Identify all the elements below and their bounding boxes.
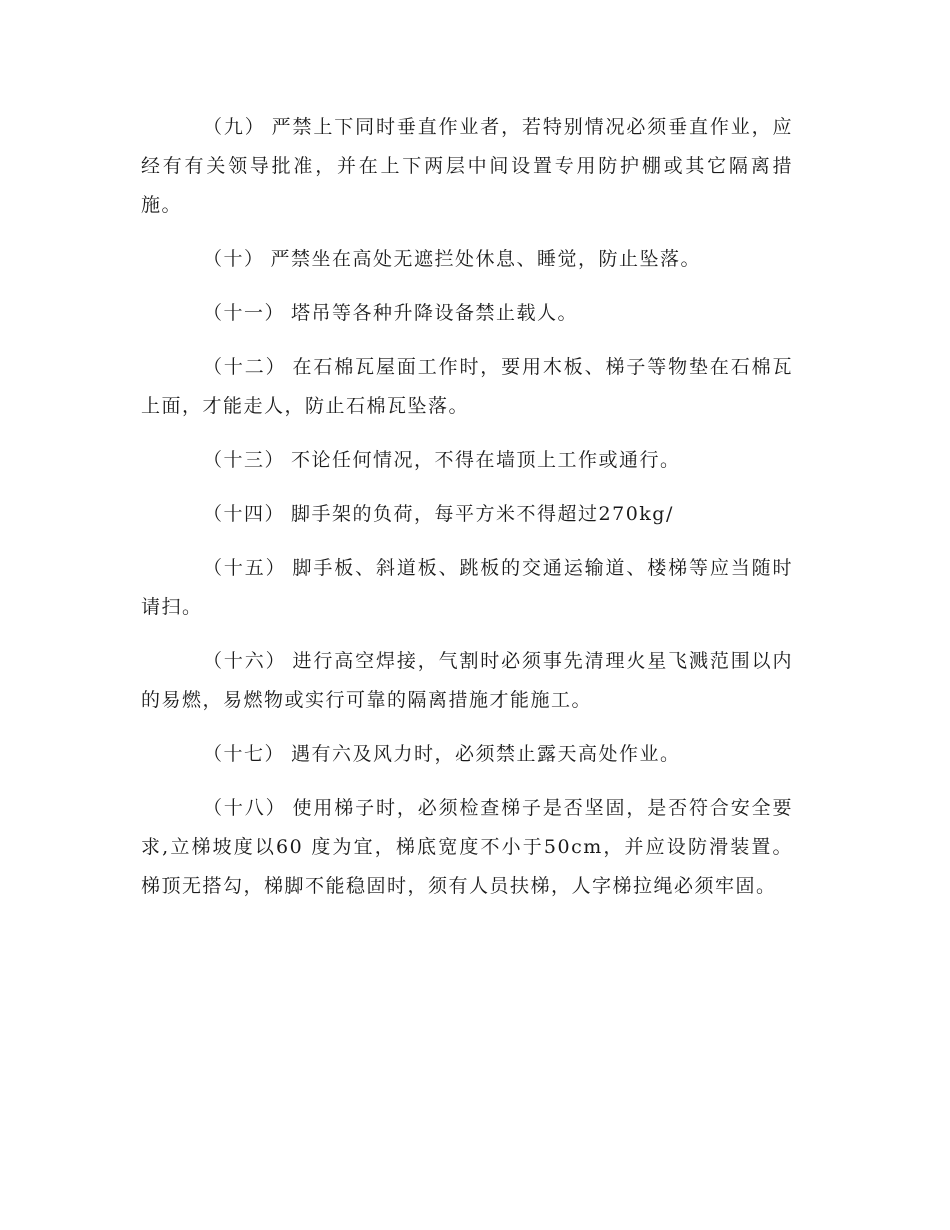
item-text: 严禁坐在高处无遮拦处休息、睡觉，防止坠落。 (270, 248, 702, 270)
item-number: （十一） (203, 302, 286, 324)
item-text: 脚手板、斜道板、跳板的交通运输道、楼梯等应当随时请扫。 (141, 557, 793, 618)
paragraph-item-12 (141, 348, 793, 426)
item-text: 在石棉瓦屋面工作时，要用木板、梯子等物垫在石棉瓦上面，才能走人，防止石棉瓦坠落。 (141, 356, 793, 417)
item-text: 不论任何情况，不得在墙顶上工作或通行。 (291, 449, 681, 471)
paragraph-item-14 (141, 495, 793, 534)
paragraph-item-13 (141, 441, 793, 480)
item-number: （十四） (203, 503, 286, 525)
item-number: （十二） (203, 356, 287, 378)
paragraph-item-17 (141, 735, 793, 774)
item-number: （十五） (203, 557, 287, 579)
paragraph-item-11 (141, 294, 793, 333)
item-text: 遇有六及风力时，必须禁止露天高处作业。 (291, 743, 681, 765)
item-text: 使用梯子时，必须检查梯子是否坚固，是否符合安全要求,立梯坡度以60 度为宜，梯底宽度不小于50cm，并应设防滑装置。梯顶无搭勾，梯脚不能稳固时，须有人员扶梯，人字梯拉绳必须牢固。 (141, 797, 793, 897)
item-text: 脚手架的负荷，每平方米不得超过270kg/ (291, 503, 674, 525)
item-text: 严禁上下同时垂直作业者，若特别情况必须垂直作业，应经有有关领导批准，并在上下两层中间设置专用防护棚或其它隔离措施。 (141, 116, 793, 216)
paragraph-item-15 (141, 549, 793, 627)
item-number: （十三） (203, 449, 286, 471)
item-number: （十八） (203, 797, 287, 819)
item-number: （十） (203, 248, 265, 270)
item-text: 进行高空焊接，气割时必须事先清理火星飞溅范围以内的易燃，易燃物或实行可靠的隔离措施才能施工。 (141, 650, 793, 711)
item-number: （十六） (203, 650, 287, 672)
paragraph-item-9 (141, 108, 793, 225)
paragraph-item-16 (141, 642, 793, 720)
item-number: （十七） (203, 743, 286, 765)
paragraph-item-10 (141, 240, 793, 279)
document-page (141, 108, 793, 921)
item-text: 塔吊等各种升降设备禁止载人。 (291, 302, 579, 324)
paragraph-item-18 (141, 789, 793, 906)
item-number: （九） (203, 116, 266, 138)
